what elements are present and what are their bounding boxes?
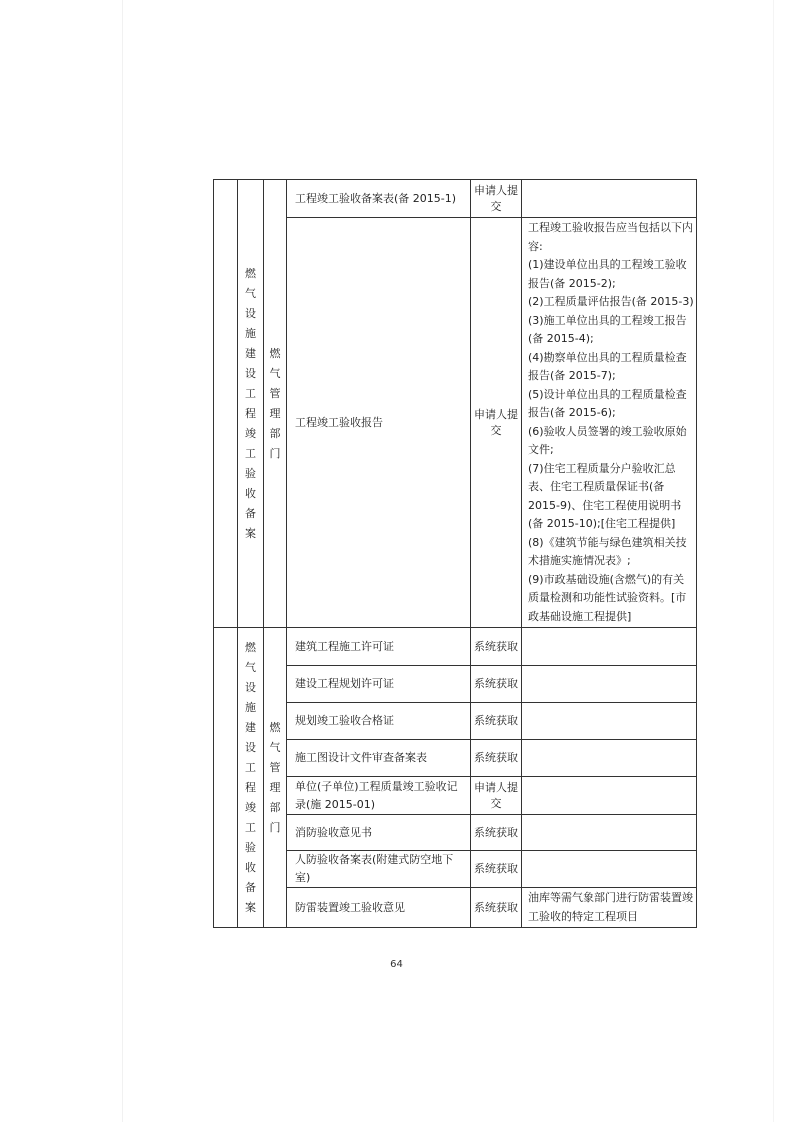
- note-line: (1)建设单位出具的工程竣工验收报告(备 2015-2);: [528, 258, 687, 290]
- material-name: 建设工程规划许可证: [287, 666, 471, 703]
- vertical-char: 部: [269, 800, 281, 814]
- page-edge-left: [122, 0, 123, 1122]
- vertical-char: 燃: [269, 346, 281, 360]
- note-line: (7)住宅工程质量分户验收汇总表、住宅工程质量保证书(备 2015-9)、住宅工程使用说明书(备 2015-10);[住宅工程提供]: [528, 461, 682, 530]
- note-cell: 油库等需气象部门进行防雷装置竣工验收的特定工程项目: [522, 888, 697, 928]
- note-line: (9)市政基础设施(含燃气)的有关质量检测和功能性试验资料。[市政基础设施工程提供]: [528, 572, 687, 623]
- category-cell: [238, 628, 264, 928]
- vertical-char: 气: [269, 366, 281, 380]
- note-line: (4)勘察单位出具的工程质量检查报告(备 2015-7);: [528, 350, 687, 382]
- note-cell: [522, 703, 697, 740]
- note-cell: [522, 628, 697, 666]
- vertical-char: 管: [269, 760, 281, 774]
- vertical-char: 建: [245, 346, 256, 360]
- category-cell: [238, 180, 264, 628]
- page-number: 64: [390, 959, 403, 970]
- note-cell: [522, 218, 697, 628]
- note-cell: [522, 740, 697, 777]
- submit-method: 系统获取: [471, 815, 522, 851]
- vertical-char: 案: [245, 900, 256, 914]
- submit-method: 申请人提交: [471, 218, 522, 628]
- department-vertical-text: [264, 344, 286, 464]
- table-row: [214, 666, 697, 703]
- table-row: [214, 777, 697, 815]
- note-line: 工程竣工验收报告应当包括以下内容:: [528, 221, 693, 253]
- vertical-char: 竣: [245, 426, 256, 440]
- note-line: (5)设计单位出具的工程质量检查报告(备 2015-6);: [528, 387, 687, 419]
- vertical-char: 施: [245, 326, 256, 340]
- vertical-char: 设: [245, 366, 256, 380]
- vertical-char: 工: [245, 760, 256, 774]
- material-name: 施工图设计文件审查备案表: [287, 740, 471, 777]
- note-line: (6)验收人员签署的竣工验收原始文件;: [528, 424, 687, 456]
- vertical-char: 门: [269, 446, 281, 460]
- submit-method: 系统获取: [471, 666, 522, 703]
- table-row: [214, 703, 697, 740]
- vertical-char: 理: [269, 406, 281, 420]
- vertical-char: 验: [245, 466, 256, 480]
- vertical-char: 气: [269, 740, 281, 754]
- vertical-char: 燃: [245, 640, 256, 654]
- submit-method: 申请人提交: [471, 180, 522, 218]
- vertical-char: 工: [245, 386, 256, 400]
- note-line: (8)《建筑节能与绿色建筑相关技术措施实施情况表》;: [528, 535, 687, 567]
- vertical-char: 竣: [245, 800, 256, 814]
- table-row: [214, 180, 697, 218]
- vertical-char: 设: [245, 680, 256, 694]
- submit-method: 系统获取: [471, 628, 522, 666]
- table-row: [214, 815, 697, 851]
- table-row: [214, 888, 697, 928]
- vertical-char: 备: [245, 506, 256, 520]
- note-line: (2)工程质量评估报告(备 2015-3): [528, 295, 694, 308]
- submit-method: 系统获取: [471, 703, 522, 740]
- vertical-char: 气: [245, 660, 256, 674]
- table-row: [214, 628, 697, 666]
- vertical-char: 工: [245, 820, 256, 834]
- submit-method: 系统获取: [471, 851, 522, 888]
- vertical-char: 设: [245, 306, 256, 320]
- vertical-char: 案: [245, 526, 256, 540]
- material-name: 防雷装置竣工验收意见: [287, 888, 471, 928]
- vertical-char: 验: [245, 840, 256, 854]
- department-vertical-text: [264, 718, 286, 838]
- material-name: 单位(子单位)工程质量竣工验收记录(施 2015-01): [287, 777, 471, 815]
- vertical-char: 收: [245, 860, 256, 874]
- material-name: 消防验收意见书: [287, 815, 471, 851]
- category-vertical-text: [238, 264, 263, 544]
- vertical-char: 施: [245, 700, 256, 714]
- vertical-char: 燃: [269, 720, 281, 734]
- vertical-char: 气: [245, 286, 256, 300]
- material-name: 工程竣工验收报告: [287, 218, 471, 628]
- note-cell: [522, 851, 697, 888]
- note-line: (3)施工单位出具的工程竣工报告(备 2015-4);: [528, 313, 687, 345]
- note-cell: [522, 815, 697, 851]
- vertical-char: 设: [245, 740, 256, 754]
- material-name: 人防验收备案表(附建式防空地下室): [287, 851, 471, 888]
- material-name: 规划竣工验收合格证: [287, 703, 471, 740]
- filing-materials-table: [213, 179, 697, 928]
- page-edge-right: [773, 0, 774, 1122]
- note-cell: [522, 666, 697, 703]
- department-cell: [264, 180, 287, 628]
- table-row: [214, 740, 697, 777]
- category-vertical-text: [238, 638, 263, 918]
- note-cell: [522, 180, 697, 218]
- submit-method: 系统获取: [471, 740, 522, 777]
- material-name: 工程竣工验收备案表(备 2015-1): [287, 180, 471, 218]
- vertical-char: 部: [269, 426, 281, 440]
- blank-cell: [214, 180, 238, 628]
- vertical-char: 理: [269, 780, 281, 794]
- table-row: [214, 851, 697, 888]
- vertical-char: 程: [245, 780, 256, 794]
- vertical-char: 备: [245, 880, 256, 894]
- submit-method: 申请人提交: [471, 777, 522, 815]
- vertical-char: 门: [269, 820, 281, 834]
- vertical-char: 燃: [245, 266, 256, 280]
- note-cell: [522, 777, 697, 815]
- vertical-char: 工: [245, 446, 256, 460]
- vertical-char: 建: [245, 720, 256, 734]
- table-row: [214, 218, 697, 628]
- material-name: 建筑工程施工许可证: [287, 628, 471, 666]
- submit-method: 系统获取: [471, 888, 522, 928]
- vertical-char: 程: [245, 406, 256, 420]
- vertical-char: 收: [245, 486, 256, 500]
- blank-cell: [214, 628, 238, 928]
- vertical-char: 管: [269, 386, 281, 400]
- department-cell: [264, 628, 287, 928]
